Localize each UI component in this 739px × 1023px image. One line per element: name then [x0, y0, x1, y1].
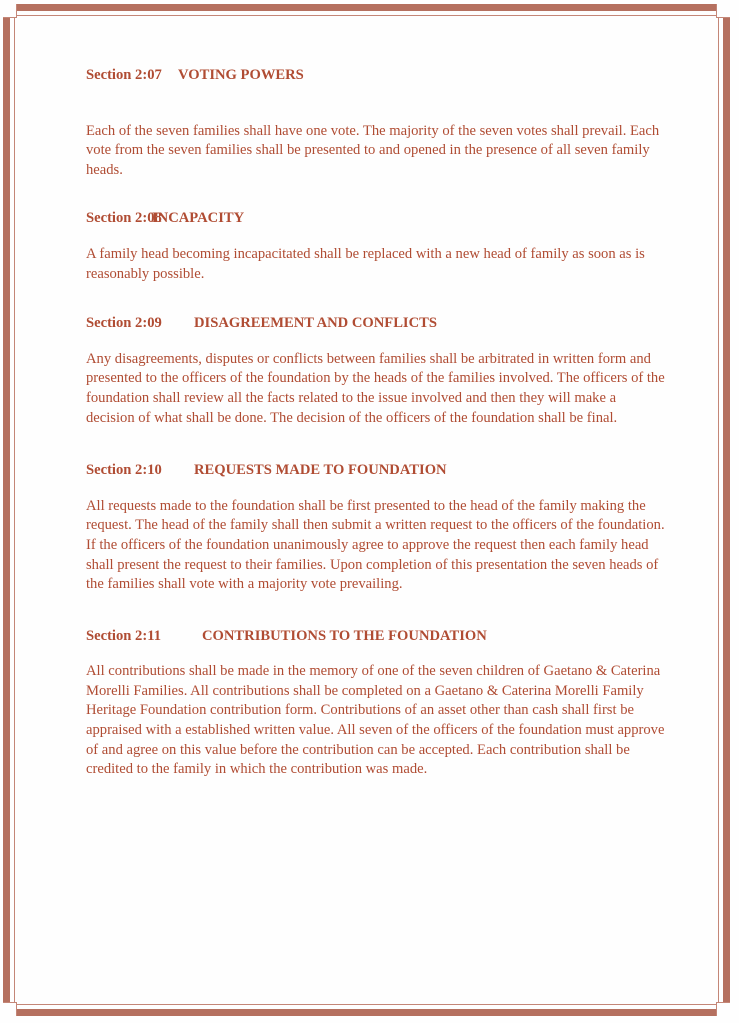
border-corner-bottom-right — [716, 1002, 730, 1016]
section-title: CONTRIBUTIONS TO THE FOUNDATION — [202, 627, 487, 644]
section-paragraph: Any disagreements, disputes or conflicts between families shall be arbitrated in written form and presented to the officers of the foundation by the heads of the families involved. The officers of the foundation shall review all the facts related to the issue involved and then they will make a decision of what shall be done. The decision of the officers of the foundation shall be final. — [86, 350, 665, 426]
section-heading — [86, 314, 666, 334]
section-number: Section 2:08 — [86, 210, 162, 227]
section-number: Section 2:11 — [86, 627, 161, 644]
section-number: Section 2:10 — [86, 462, 162, 479]
section-title: DISAGREEMENT AND CONFLICTS — [194, 315, 438, 332]
section-2-08 — [86, 209, 666, 284]
section-title: INCAPACITY — [152, 210, 245, 227]
section-paragraph: Each of the seven families shall have one vote. The majority of the seven votes shall prevail. Each vote from the seven families shall be presented to and opened in the presence of all seven family heads. — [86, 122, 660, 178]
section-2-07 — [86, 66, 666, 180]
section-paragraph: All contributions shall be made in the memory of one of the seven children of Gaetano & Caterina Morelli Families. All contributions shall be completed on a Gaetano & Caterina Morelli Family Heritage Foundation contribution form. Contributions of an asset other than cash shall first be appraised with a established written value. All seven of the officers of the foundation must approve of and agree on this value before the contribution can be accepted. Each contribution shall be credited to the family in which the contribution was made. — [86, 663, 665, 778]
border-corner-top-right — [716, 4, 730, 18]
section-2-10 — [86, 461, 666, 595]
section-2-11 — [86, 627, 666, 780]
section-paragraph: All requests made to the foundation shall be first presented to the head of the family making the request. The head of the family shall then submit a written request to the officers of the foundation. If the officers of the foundation unanimously agree to approve the request then each family head shall present the request to their families. Upon completion of this presentation the seven heads of the families shall vote with a majority vote prevailing. — [86, 497, 665, 593]
section-number: Section 2:09 — [86, 315, 162, 332]
section-heading — [86, 66, 666, 86]
section-paragraph: A family head becoming incapacitated shall be replaced with a new head of family as soon as is reasonably possible. — [86, 245, 645, 282]
section-heading — [86, 627, 666, 647]
section-title: REQUESTS MADE TO FOUNDATION — [194, 462, 447, 479]
border-corner-top-left — [3, 4, 17, 18]
section-title: VOTING POWERS — [178, 67, 304, 83]
section-heading — [86, 461, 666, 481]
document-body — [86, 64, 666, 780]
section-heading — [86, 209, 666, 229]
section-number: Section 2:07 — [86, 67, 162, 83]
section-2-09 — [86, 314, 666, 428]
border-corner-bottom-left — [3, 1002, 17, 1016]
